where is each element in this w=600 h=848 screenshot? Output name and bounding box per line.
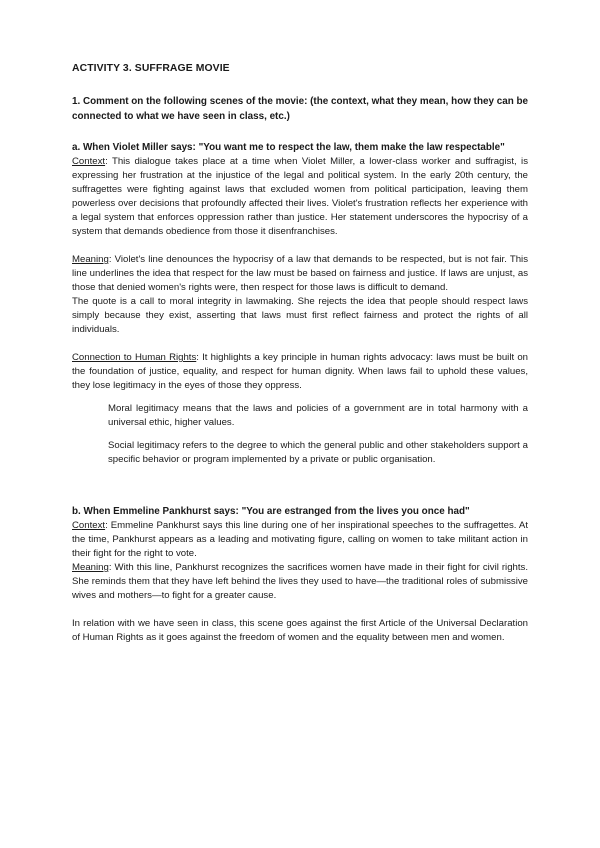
scene-a-meaning (72, 253, 528, 295)
scene-b-meaning (72, 561, 528, 603)
scene-a-meaning-2: The quote is a call to moral integrity in lawmaking. She rejects the idea that people should respect laws simply because they exist, asserting that laws must first reflect fairness and protect the rights of all individuals. (72, 296, 528, 335)
context-text: : Emmeline Pankhurst says this line during one of her inspirational speeches to the suffragettes. At the time, Pankhurst appears as a leading and motivating figure, calling on women to take militant action in their fight for the right to vote. (72, 520, 528, 559)
scene-a-context (72, 155, 528, 239)
document-title: ACTIVITY 3. SUFFRAGE MOVIE (72, 63, 230, 74)
document-page (72, 62, 528, 645)
scene-b-heading: b. When Emmeline Pankhurst says: "You are estranged from the lives you once had" (72, 506, 470, 517)
context-label: Context (72, 156, 106, 167)
meaning-label: Meaning (72, 562, 109, 573)
scene-a-heading: a. When Violet Miller says: "You want me to respect the law, them make the law respectable" (72, 142, 505, 153)
meaning-label: Meaning (72, 254, 109, 265)
scene-b-context (72, 519, 528, 561)
scene-a-connection (72, 351, 528, 393)
context-label: Context (72, 520, 106, 531)
connection-label: Connection to Human Rights (72, 352, 197, 363)
social-legitimacy-definition: Social legitimacy refers to the degree to which the general public and other stakeholders support a specific behavior or program implemented by a private or public organisation. (108, 440, 528, 465)
moral-legitimacy-definition: Moral legitimacy means that the laws and policies of a government are in total harmony with a universal ethic, higher values. (108, 403, 528, 428)
scene-b-class-relation: In relation with we have seen in class, this scene goes against the first Article of the Universal Declaration of Human Rights as it goes against the freedom of women and the equality between men and women. (72, 618, 528, 643)
connection-text: : It highlights a key principle in human rights advocacy: laws must be built on the foundation of justice, equality, and respect for human dignity. When laws fail to uphold these values, they lose legitimacy in the eyes of those they oppress. (72, 352, 528, 391)
context-text: : This dialogue takes place at a time when Violet Miller, a lower-class worker and suffragist, is expressing her frustration at the injustice of the legal and political system. In the early 20th century, the suffragettes were fighting against laws that excluded women from political participation, leaving them powerless over decisions that profoundly affected their lives. Violet's frustration reflects her experience with a legal system that enforces oppression rather than justice. Her statement underscores the hypocrisy of a system that demands obedience from those it disenfranchises. (72, 156, 528, 237)
meaning-text: : Violet's line denounces the hypocrisy of a law that demands to be respected, but is not fair. This line underlines the idea that respect for the law must be based on fairness and justice. If laws are unjust, as those that denied women's rights were, then respect for those laws is difficult to demand. (72, 254, 528, 293)
question-1: 1. Comment on the following scenes of the movie: (the context, what they mean, how they can be connected to what we have seen in class, etc.) (72, 96, 528, 122)
meaning-text: : With this line, Pankhurst recognizes the sacrifices women have made in their fight for civil rights. She reminds them that they have left behind the lives they used to have—the traditional roles of submissive wives and mothers—to fight for a greater cause. (72, 562, 528, 601)
